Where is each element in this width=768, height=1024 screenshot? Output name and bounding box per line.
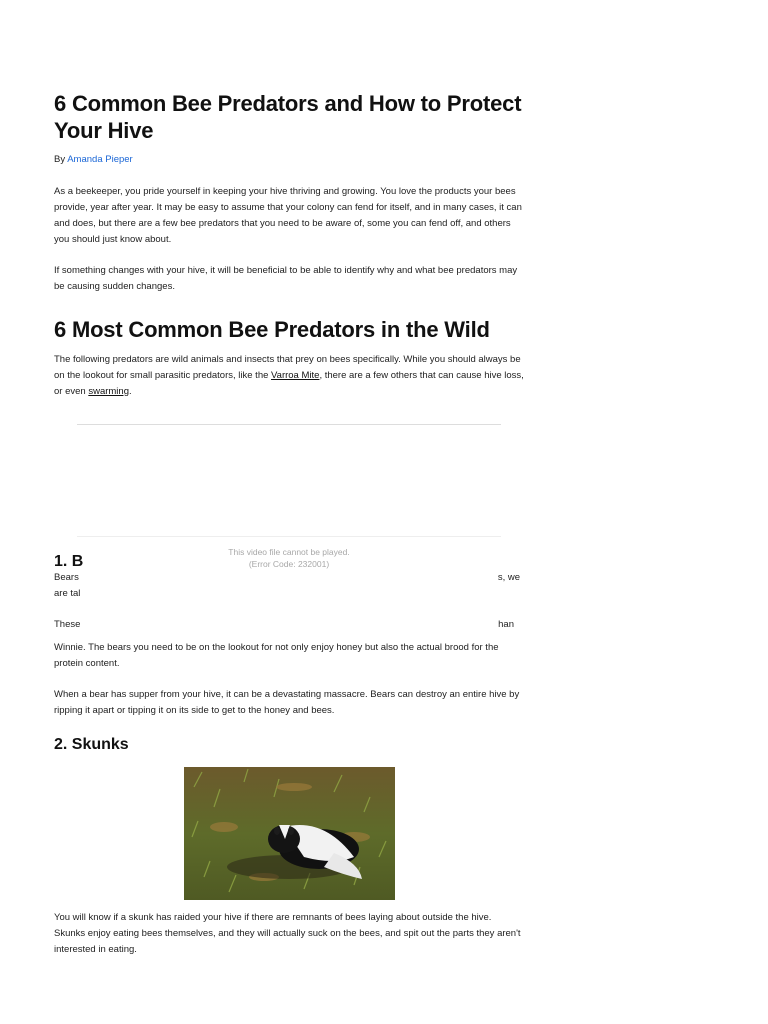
byline [54,153,524,167]
bears-text-fragment-3: are tal [54,588,81,599]
skunks-paragraph: You will know if a skunk has raided your hive if there are remnants of bees laying about outside the hive. Skunks enjoy eating bees themselves, and they will actually suck on the bees, and spit out the parts they aren't interested in eating. [54,912,521,955]
bears-heading: 1. B [54,553,84,570]
byline-prefix: By [54,154,66,165]
video-player[interactable] [54,418,524,570]
bears-text-fragment-1: Bears [54,572,79,583]
author-link[interactable]: Amanda Pieper [67,154,133,165]
section-text-2: , there are a few others that can cause hive loss, or even [54,370,524,397]
intro-paragraph-2: If something changes with your hive, it will be beneficial to be able to identify why and what bee predators may be causing sudden changes. [54,265,518,292]
bears-text-fragment-5: han [498,619,514,630]
intro-paragraph-1: As a beekeeper, you pride yourself in keeping your hive thriving and growing. You love the products your bees provide, year after year. It may be easy to assume that your colony can fend for itself, and in many cases, it can and does, but there are a few bee predators that you need to be aware of, some you can fend off, and others you should just know about. [54,186,522,245]
video-top-border [77,424,501,425]
varroa-mite-link[interactable]: Varroa Mite [271,370,320,381]
section-text-1: The following predators are wild animals and insects that prey on bees specifically. While you should always be on the lookout for small parasitic predators, like the [54,354,521,381]
skunks-heading: 2. Skunks [54,736,129,753]
swarming-link[interactable]: swarming [88,386,129,397]
skunk-photo [184,767,395,900]
video-error-line-1: This video file cannot be played. [228,547,350,557]
section-text-3: . [128,386,132,397]
bears-text-fragment-4: These [54,619,81,630]
article [54,90,524,958]
article-title: 6 Common Bee Predators and How to Protect Your Hive [54,91,522,143]
section-paragraph [54,352,524,400]
bears-paragraph-continued: Winnie. The bears you need to be on the lookout for not only enjoy honey but also the actual brood for the protein content. [54,642,499,669]
bears-paragraph-damage: When a bear has supper from your hive, it can be a devastating massacre. Bears can destroy an entire hive by ripping it apart or tipping it on its side to get to the honey and bees. [54,689,520,716]
bears-text-fragment-2: s, we [497,572,520,583]
section-heading: 6 Most Common Bee Predators in the Wild [54,317,490,342]
video-error-line-2: (Error Code: 232001) [248,559,330,569]
video-bottom-border [77,536,501,537]
bears-section [54,558,524,640]
